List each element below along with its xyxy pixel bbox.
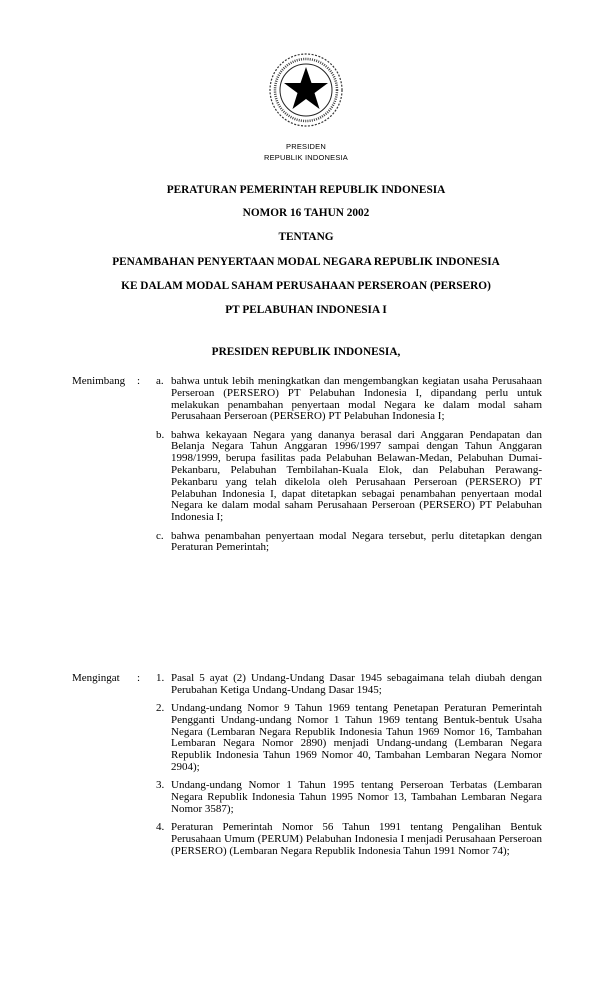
doc-subject-1: PENAMBAHAN PENYERTAAN MODAL NEGARA REPUBLIK INDONESIA [112, 256, 500, 268]
item-text: bahwa untuk lebih meningkatkan dan mengembangkan kegiatan usaha Perusahaan Perseroan (PERSERO) PT Pelabuhan Indonesia I, dipandang perlu untuk melakukan penambahan penyertaan modal Negara ke dalam modal saham Perusahaan Perseroan (PERSERO) PT Pelabuhan Indonesia I; [171, 375, 542, 423]
list-item [156, 702, 542, 774]
item-text: Undang-undang Nomor 9 Tahun 1969 tentang Penetapan Peraturan Pemerintah Pengganti Undang-undang Nomor 1 Tahun 1969 tentang Bentuk-bentuk Usaha Negara (Lembaran Negara Republik Indonesia Tahun 1969 Nomor 16, Tambahan Lembaran Negara Nomor 2890) menjadi Undang-undang (Lembaran Negara Republik Indonesia Tahun 1969 Nomor 40, Tambahan Lembaran Negara Nomor 2904); [171, 702, 542, 774]
item-text: Pasal 5 ayat (2) Undang-Undang Dasar 1945 sebagaimana telah diubah dengan Perubahan Ketiga Undang-Undang Dasar 1945; [171, 672, 542, 696]
item-marker: 2. [156, 702, 165, 715]
header-republic: REPUBLIK INDONESIA [263, 153, 349, 162]
item-text: Undang-undang Nomor 1 Tahun 1995 tentang Perseroan Terbatas (Lembaran Negara Republik Indonesia Tahun 1995 Nomor 13, Tambahan Lembaran Negara Nomor 3587); [171, 779, 542, 815]
section-colon: : [137, 375, 141, 387]
list-item [156, 428, 542, 524]
mengingat-section [72, 673, 542, 864]
item-marker: 1. [156, 672, 165, 684]
section-colon: : [137, 672, 141, 684]
doc-title: PERATURAN PEMERINTAH REPUBLIK INDONESIA [166, 184, 446, 196]
header-president: PRESIDEN [286, 142, 326, 151]
list-item [156, 375, 542, 423]
item-marker: c. [156, 529, 164, 542]
doc-number: NOMOR 16 TAHUN 2002 [242, 207, 370, 219]
item-marker: a. [156, 375, 164, 387]
item-marker: b. [156, 428, 165, 441]
doc-tentang: TENTANG [278, 231, 334, 243]
item-marker: 4. [156, 821, 165, 834]
menimbang-section [72, 376, 542, 561]
garuda-star-emblem-icon [268, 52, 344, 128]
list-item [156, 672, 542, 697]
issuer: PRESIDEN REPUBLIK INDONESIA, [211, 346, 401, 358]
doc-subject-3: PT PELABUHAN INDONESIA I [225, 304, 387, 316]
list-item [156, 779, 542, 815]
item-text: bahwa penambahan penyertaan modal Negara tersebut, perlu ditetapkan dengan Peraturan Pemerintah; [171, 529, 542, 554]
section-label: Menimbang [72, 375, 126, 387]
section-label: Mengingat [72, 672, 120, 684]
item-text: bahwa kekayaan Negara yang dananya berasal dari Anggaran Pendapatan dan Belanja Negara Tahun Anggaran 1996/1997 sampai dengan Tahun Anggaran 1998/1999, berupa fasilitas pada Pelabuhan Belawan-Medan, Pelabuhan Dumai-Pekanbaru, Pelabuhan Tembilahan-Kuala Elok, dan Pelabuhan Perawang-Pekanbaru yang telah dikelola oleh Perusahaan Perseroan (PERSERO) PT Pelabuhan Indonesia I, dapat ditetapkan sebagai penambahan penyertaan modal Negara ke dalam modal saham Perusahaan Perseroan (PERSERO) PT Pelabuhan Indonesia I; [171, 428, 542, 524]
item-marker: 3. [156, 779, 165, 792]
item-text: Peraturan Pemerintah Nomor 56 Tahun 1991 tentang Pengalihan Bentuk Perusahaan Umum (PERUM) Pelabuhan Indonesia I menjadi Perusahaan Perseroan (PERSERO) (Lembaran Negara Republik Indonesia Tahun 1991 Nomor 74); [171, 821, 542, 857]
list-item [156, 821, 542, 857]
list-item [156, 529, 542, 555]
doc-subject-2: KE DALAM MODAL SAHAM PERUSAHAAN PERSEROAN (PERSERO) [121, 280, 491, 292]
